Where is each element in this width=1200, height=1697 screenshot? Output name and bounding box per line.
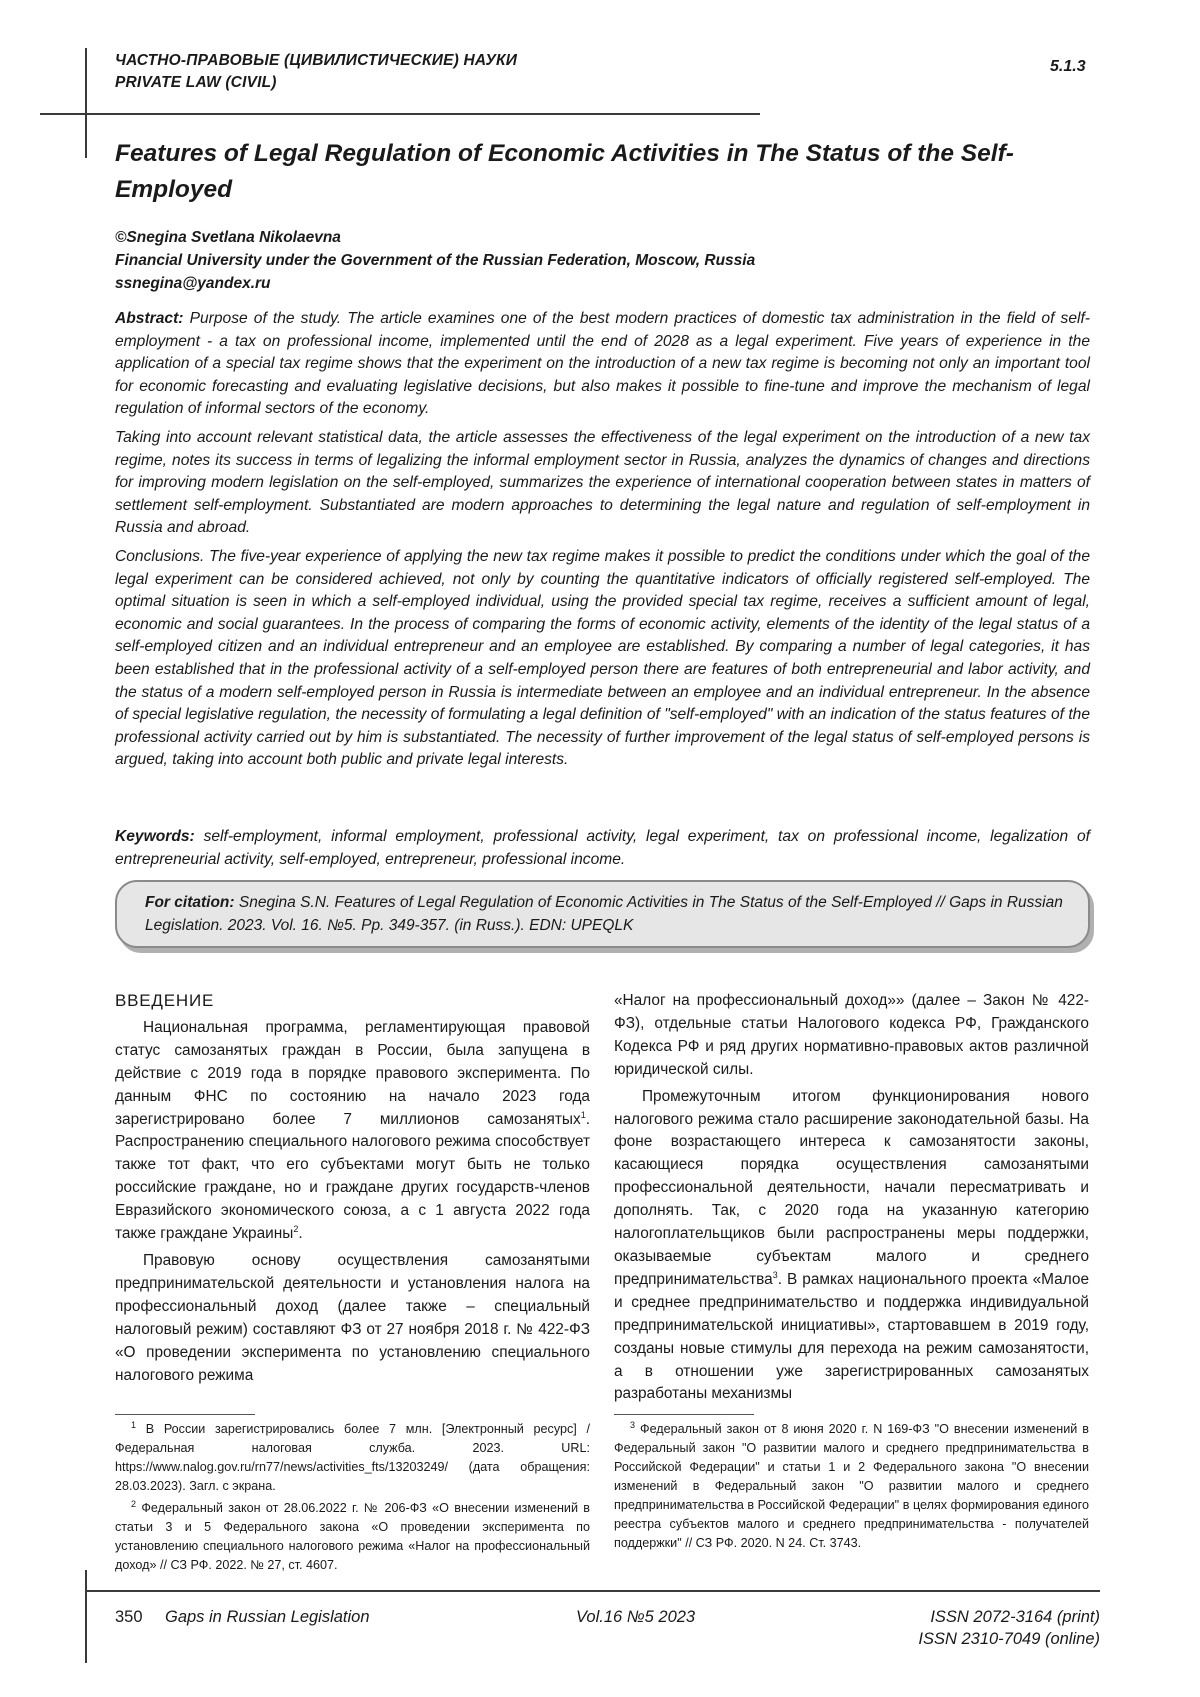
body-paragraph [614, 1086, 1089, 1407]
footnote-number: 2 [131, 1498, 137, 1509]
abstract-label: Abstract: [115, 310, 184, 327]
body-text: . Распространению специального налогового режима способствует также тот факт, что его субъектами могут быть не только российские граждане, но и граждане других государств-членов Евразийского экономического союза, а с 1 августа 2022 года также граждане Украины [115, 1110, 590, 1243]
footnote-ref-1[interactable]: 1 [580, 1109, 586, 1120]
citation-box [115, 880, 1090, 948]
abstract-paragraph-2: Taking into account relevant statistical data, the article assesses the effectiveness of the legal experiment on the introduction of a new tax regime, notes its success in terms of legalizing the informal employment sector in Russia, analyzes the dynamics of changes and directions for improving modern legislation on the self-employed, summarizes the experience of international cooperation between states in matters of settlement self-employment. Substantiated are modern approaches to determining the legal nature and regulation of self-employment in Russia and abroad. [115, 428, 1090, 537]
author-email[interactable]: ssnegina@yandex.ru [115, 275, 271, 292]
keywords-label: Keywords: [115, 828, 195, 845]
header-vertical-rule [85, 48, 87, 158]
footer-vertical-rule [85, 1570, 87, 1663]
section-title-ru: ЧАСТНО-ПРАВОВЫЕ (ЦИВИЛИСТИЧЕСКИЕ) НАУКИ [115, 52, 518, 69]
body-text: Национальная программа, регламентирующая правовой статус самозанятых граждан в России, была запущена в действие с 2019 года в порядке правового эксперимента. По данным ФНС по состоянию на начало 2023 года зарегистрировано более 7 миллионов самозанятых [115, 1018, 590, 1128]
abstract-paragraph-1 [115, 308, 1090, 421]
author-block [115, 226, 1095, 295]
volume-issue: Vol.16 №5 2023 [576, 1608, 696, 1626]
author-name: ©Snegina Svetlana Nikolaevna [115, 229, 341, 246]
citation-body: Snegina S.N. Features of Legal Regulation of Economic Activities in The Status of the Self-Employed // Gaps in Russian Legislation. 2023. Vol. 16. №5. Pp. 349-357. (in Russ.). EDN: UPEQLK [145, 894, 1063, 934]
author-affiliation: Financial University under the Government of the Russian Federation, Moscow, Russia [115, 252, 756, 269]
footnotes-right [614, 1420, 1089, 1556]
footnotes-left [115, 1420, 590, 1578]
body-column-right [614, 990, 1089, 1410]
abstract [115, 308, 1090, 778]
article-title: Features of Legal Regulation of Economic Activities in The Status of the Self-Employed [115, 140, 1014, 203]
body-text: Промежуточным итогом функционирования нового налогового режима стало расширение законодательной базы. На фоне возрастающего интереса к самозанятости законы, касающиеся порядка осуществления самозанятыми профессиональной деятельности, начали пересматривать и дополнять. Так, с 2020 года на указанную категорию налогоплательщиков были распространены меры поддержки, оказываемые субъектам малого и среднего предпринимательства [614, 1087, 1089, 1288]
body-paragraph: «Налог на профессиональный доход»» (далее – Закон № 422-ФЗ), отдельные статьи Налогового кодекса РФ, Гражданского Кодекса РФ и ряд других нормативно-правовых актов различной юридической силы. [614, 992, 1089, 1078]
body-paragraph: Правовую основу осуществления самозанятыми предпринимательской деятельности и установления налога на профессиональный доход (далее также – специальный налоговый режим) составляют ФЗ от 27 ноября 2018 г. № 422-ФЗ «О проведении эксперимента по установлению специального налогового режима [115, 1251, 590, 1384]
running-header [115, 50, 517, 94]
section-title-en: PRIVATE LAW (CIVIL) [115, 74, 277, 91]
body-text: . В рамках национального проекта «Малое и среднее предпринимательство и поддержка индивидуальной предпринимательской инициативы», стартовавшем в 2019 году, созданы новые стимулы для перехода на режим самозанятости, а в отношении уже зарегистрированных самозанятых разработаны механизмы [614, 1270, 1089, 1403]
footnote-1 [115, 1420, 590, 1496]
footnote-number: 1 [131, 1419, 137, 1430]
journal-name: Gaps in Russian Legislation [165, 1608, 370, 1626]
body-paragraph [115, 1017, 590, 1246]
footer-horizontal-rule [85, 1590, 1100, 1592]
specialty-code: 5.1.3 [1050, 58, 1086, 75]
section-heading: ВВЕДЕНИЕ [115, 991, 215, 1010]
footnote-text: Федеральный закон от 8 июня 2020 г. N 169-ФЗ "О внесении изменений в Федеральный закон "О развитии малого и среднего предпринимательства в Российской Федерации" и статьи 1 и 2 Федерального закона "О внесении изменений в Федеральный закон "О развитии малого и среднего предпринимательства в Российской Федерации" в целях формирования единого реестра субъектов малого и среднего предпринимательства - получателей поддержки" // СЗ РФ. 2020. N 24. Ст. 3743. [614, 1422, 1089, 1550]
issn-print: ISSN 2072-3164 (print) [930, 1608, 1100, 1626]
body-text: . [298, 1225, 303, 1243]
keywords [115, 826, 1090, 871]
footnote-text: В России зарегистрировались более 7 млн. [Электронный ресурс] / Федеральная налоговая служба. 2023. URL: https://www.nalog.gov.ru/rn77/news/activities_fts/13203249/ (дата обращения: 28.03.2023). Загл. с экрана. [115, 1422, 590, 1493]
footnote-text: Федеральный закон от 28.06.2022 г. № 206-ФЗ «О внесении изменений в статьи 3 и 5 Федерального закона «О проведении эксперимента по установлению специального налогового режима «Налог на профессиональный доход» // СЗ РФ. 2022. № 27, ст. 4607. [115, 1501, 590, 1572]
footnote-ref-3[interactable]: 3 [772, 1269, 778, 1280]
citation-label: For citation: [145, 894, 235, 911]
footnote-separator [614, 1414, 754, 1415]
body-column-left [115, 990, 590, 1391]
footnote-2 [115, 1499, 590, 1575]
page-number: 350 [115, 1608, 143, 1626]
citation-text [145, 892, 1065, 937]
footnote-3 [614, 1420, 1089, 1553]
issn-online: ISSN 2310-7049 (online) [918, 1630, 1100, 1648]
footnote-number: 3 [630, 1419, 636, 1430]
header-horizontal-rule [40, 113, 760, 115]
footnote-ref-2[interactable]: 2 [293, 1223, 299, 1234]
abstract-paragraph-3: Conclusions. The five-year experience of applying the new tax regime makes it possible to predict the conditions under which the goal of the legal experiment can be considered achieved, not only by counting the quantitative indicators of officially registered self-employed. The optimal situation is seen in which a self-employed individual, using the provided special tax regime, receives a sufficient amount of legal, economic and social guarantees. In the process of comparing the forms of economic activity, elements of the identity of the legal status of a self-employed citizen and an individual entrepreneur and an employee are established. By comparing a number of legal categories, it has been established that in the professional activity of a self-employed person there are features of both entrepreneurial and labor activity, and the status of a modern self-employed person in Russia is intermediate between an employee and an individual entrepreneur. In the absence of special legislative regulation, the necessity of formulating a legal definition of "self-employed" with an indication of the status features of the professional activity carried out by him is substantiated. The necessity of further improvement of the legal status of self-employed persons is argued, taking into account both public and private legal interests. [115, 547, 1090, 769]
footnote-separator [115, 1414, 255, 1415]
keywords-text: self-employment, informal employment, professional activity, legal experiment, tax on professional income, legalization of entrepreneurial activity, self-employed, entrepreneur, professional income. [115, 828, 1090, 868]
abstract-text-1: Purpose of the study. The article examines one of the best modern practices of domestic tax administration in the field of self-employment - a tax on professional income, implemented until the end of 2028 as a legal experiment. Five years of experience in the application of a special tax regime shows that the experiment on the introduction of a new tax regime is becoming not only an important tool for economic forecasting and evaluating legislative decisions, but also makes it possible to fine-tune and improve the mechanism of legal regulation of informal sectors of the economy. [115, 310, 1090, 418]
